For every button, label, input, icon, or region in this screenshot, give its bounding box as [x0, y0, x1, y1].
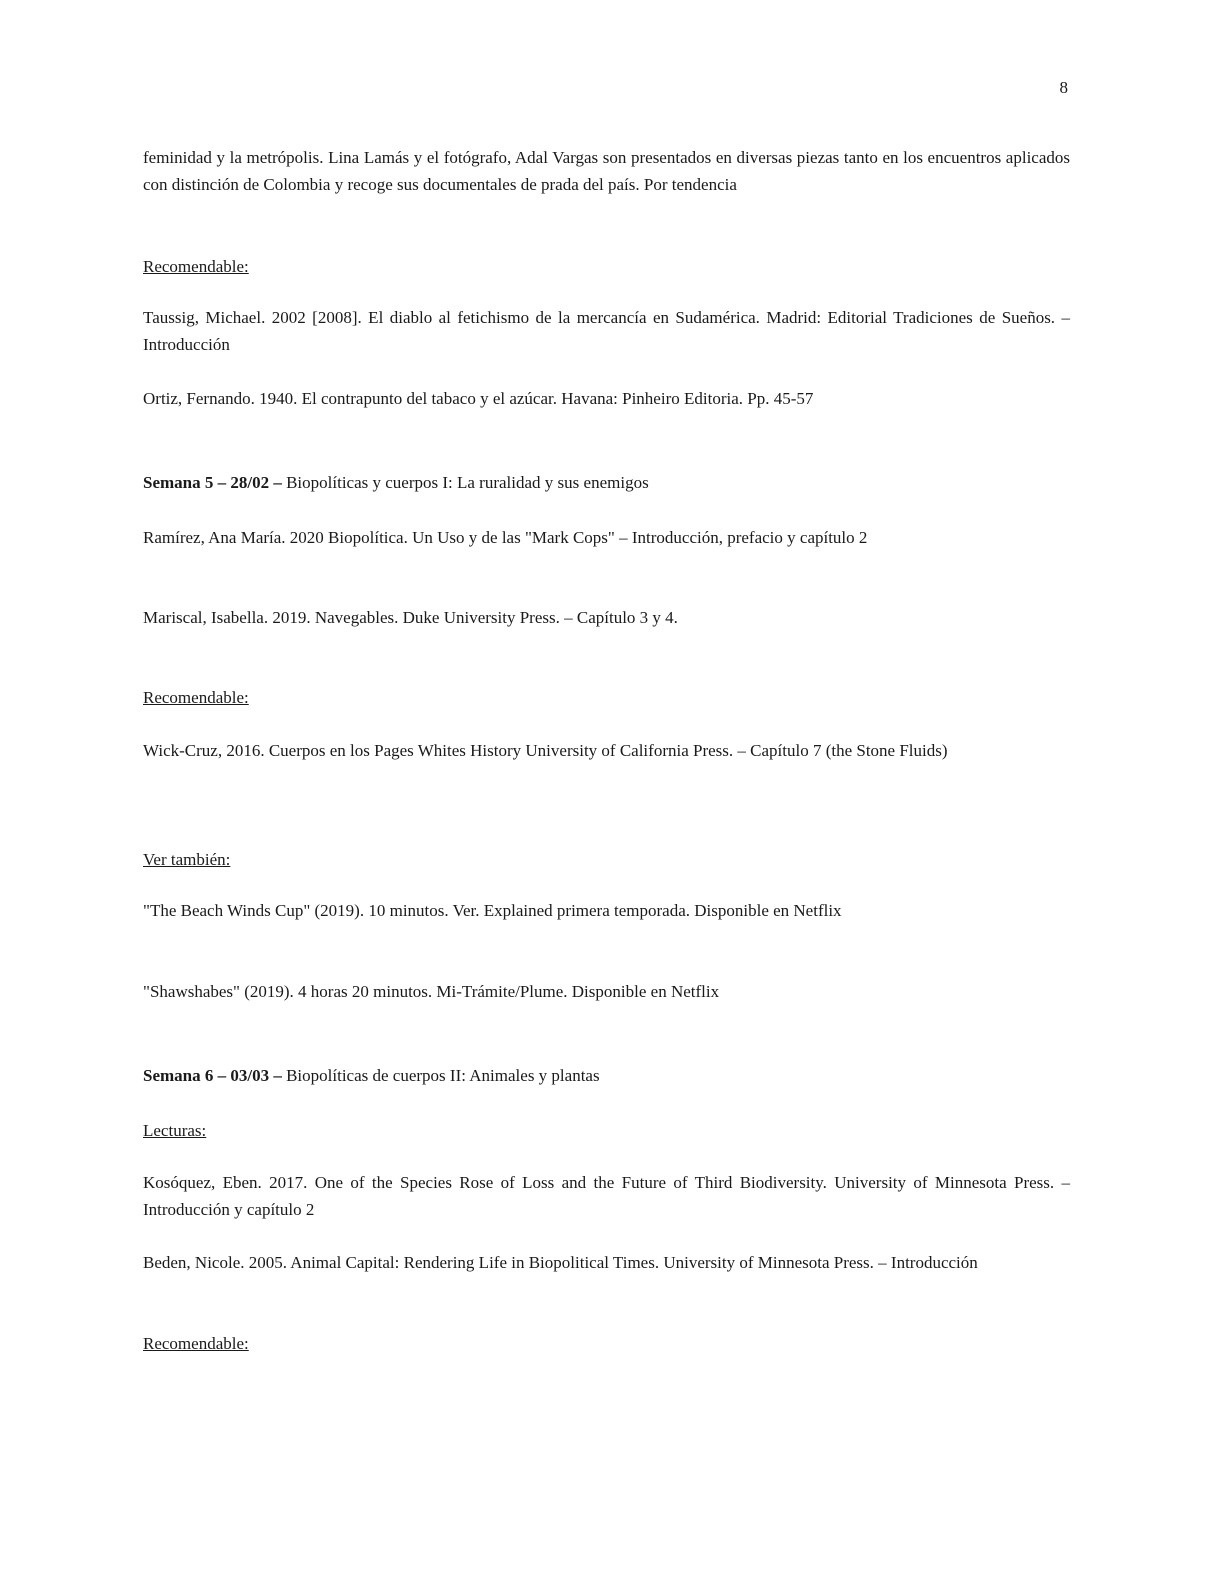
reference-item: Wick-Cruz, 2016. Cuerpos en los Pages Whites History University of California Press. – Capítulo 7 (the Stone Fluids) [143, 741, 948, 760]
recommended-label: Recomendable: [143, 688, 249, 707]
page-number: 8 [1059, 78, 1068, 97]
reference-taussig: Taussig, Michael. 2002 [2008]. El diablo al fetichismo de la mercancía en Sudamérica. Madrid: Editorial Tradiciones de Sueños. – Introducción [143, 308, 1070, 354]
reference-item: Ramírez, Ana María. 2020 Biopolítica. Un Uso y de las "Mark Cops" – Introducción, prefacio y capítulo 2 [143, 528, 868, 547]
week-6-title: Semana 6 – 03/03 – [143, 1066, 282, 1085]
week-5-subtitle: Biopolíticas y cuerpos I: La ruralidad y sus enemigos [286, 473, 649, 492]
intro-paragraph: feminidad y la metrópolis. Lina Lamás y el fotógrafo, Adal Vargas son presentados en diversas piezas tanto en los encuentros aplicados con distinción de Colombia y recoge sus documentales de prada del país. Por tendencia [143, 148, 1070, 194]
reference-ortiz: Ortiz, Fernando. 1940. El contrapunto del tabaco y el azúcar. Havana: Pinheiro Editoria. Pp. 45-57 [143, 389, 814, 408]
see-also-item: "Shawshabes" (2019). 4 horas 20 minutos. Mi-Trámite/Plume. Disponible en Netflix [143, 982, 720, 1001]
reference-item: Mariscal, Isabella. 2019. Navegables. Duke University Press. – Capítulo 3 y 4. [143, 608, 678, 627]
reference-item: Kosóquez, Eben. 2017. One of the Species Rose of Loss and the Future of Third Biodiversity. University of Minnesota Press. – Introducción y capítulo 2 [143, 1173, 1070, 1219]
week-5-title: Semana 5 – 28/02 – [143, 473, 282, 492]
week-6-subtitle: Biopolíticas de cuerpos II: Animales y plantas [286, 1066, 600, 1085]
week-5-heading [143, 469, 1070, 496]
see-also-label: Ver también: [143, 850, 231, 869]
readings-label: Lecturas: [143, 1121, 207, 1140]
see-also-item: "The Beach Winds Cup" (2019). 10 minutos. Ver. Explained primera temporada. Disponible en Netflix [143, 901, 842, 920]
recommended-label: Recomendable: [143, 1334, 249, 1353]
week-6-heading [143, 1062, 1070, 1089]
recommended-label: Recomendable: [143, 257, 249, 276]
reference-item: Beden, Nicole. 2005. Animal Capital: Rendering Life in Biopolitical Times. University of Minnesota Press. – Introducción [143, 1253, 978, 1272]
